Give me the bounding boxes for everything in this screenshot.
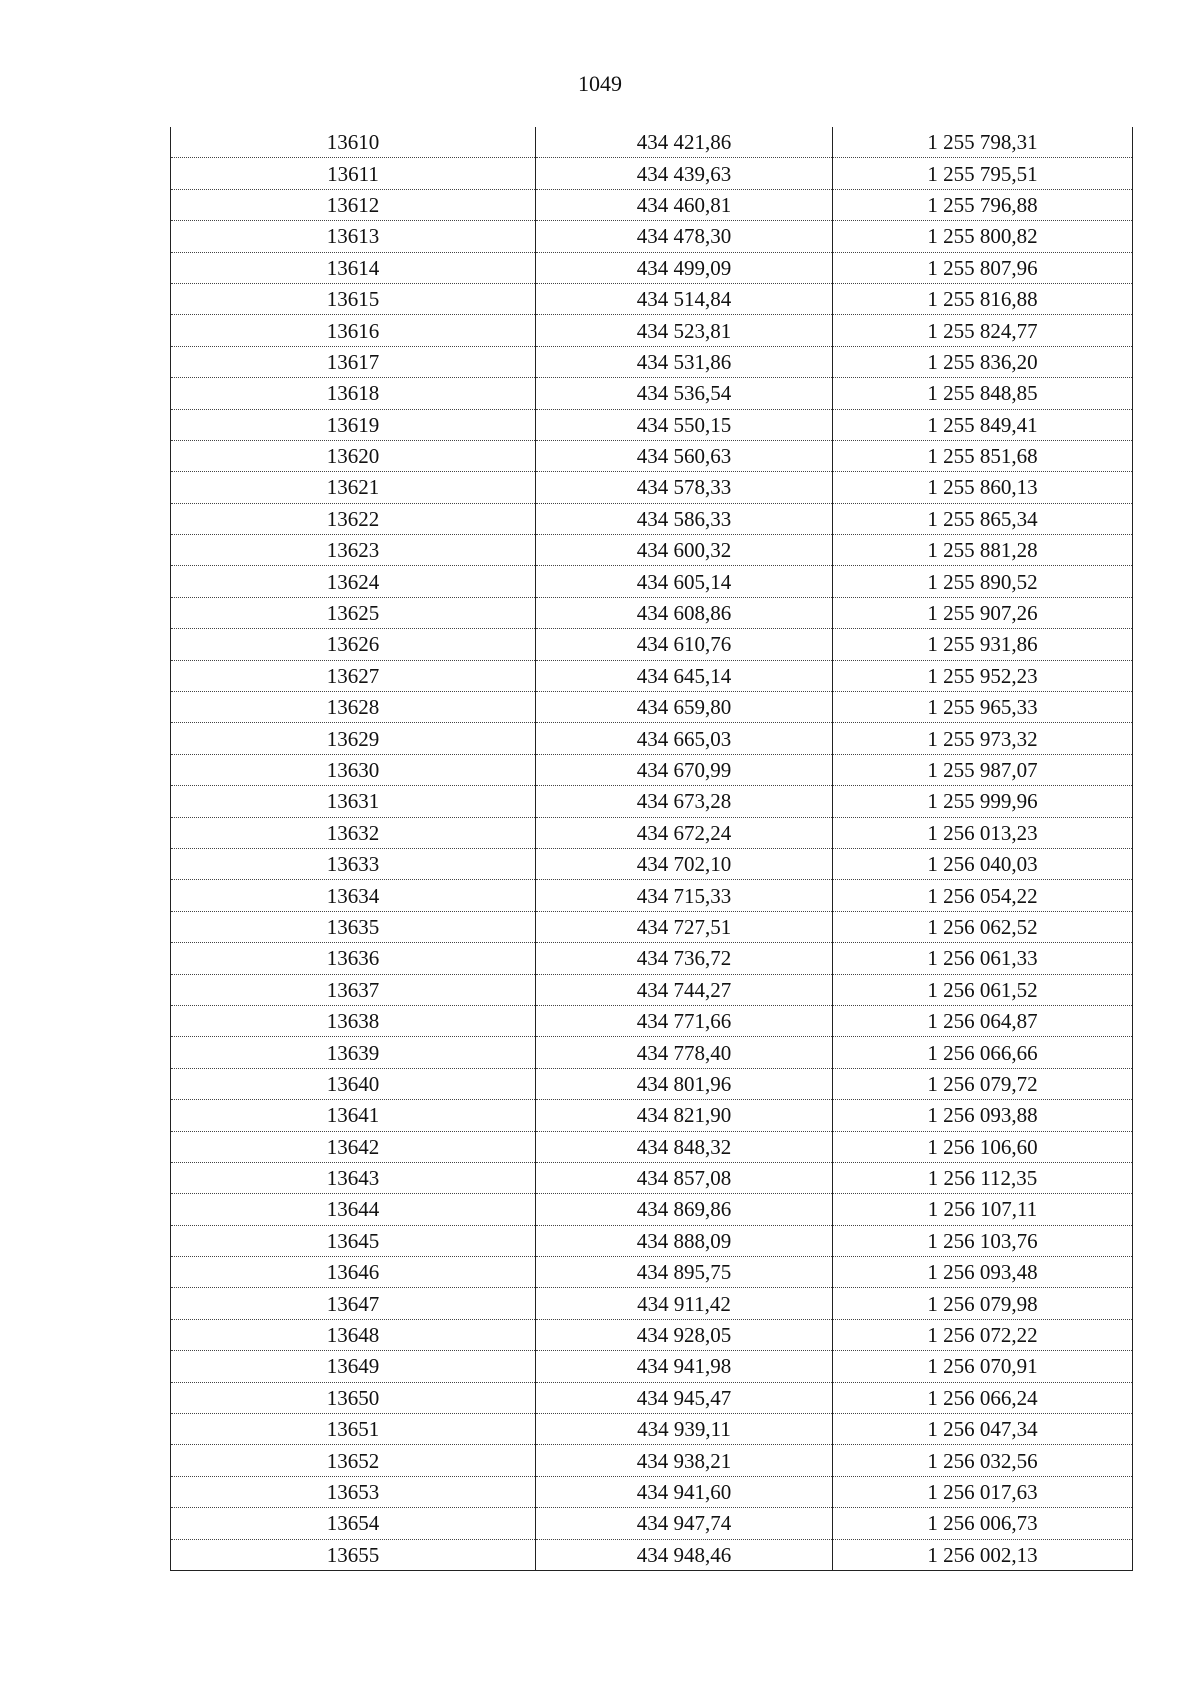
y-coordinate-cell: 1 255 798,31	[833, 127, 1133, 158]
point-number-cell: 13651	[171, 1414, 536, 1445]
table-row	[171, 283, 1133, 314]
point-number-cell: 13613	[171, 221, 536, 252]
x-coordinate-cell: 434 531,86	[536, 346, 833, 377]
x-coordinate-cell: 434 600,32	[536, 535, 833, 566]
table-row	[171, 127, 1133, 158]
table-row	[171, 943, 1133, 974]
point-number-cell: 13620	[171, 440, 536, 471]
point-number-cell: 13641	[171, 1100, 536, 1131]
table-row	[171, 315, 1133, 346]
table-row	[171, 723, 1133, 754]
x-coordinate-cell: 434 771,66	[536, 1005, 833, 1036]
x-coordinate-cell: 434 821,90	[536, 1100, 833, 1131]
table-row	[171, 1351, 1133, 1382]
y-coordinate-cell: 1 256 106,60	[833, 1131, 1133, 1162]
point-number-cell: 13625	[171, 597, 536, 628]
point-number-cell: 13648	[171, 1319, 536, 1350]
x-coordinate-cell: 434 499,09	[536, 252, 833, 283]
y-coordinate-cell: 1 256 064,87	[833, 1005, 1133, 1036]
y-coordinate-cell: 1 256 062,52	[833, 911, 1133, 942]
point-number-cell: 13628	[171, 692, 536, 723]
table-row	[171, 660, 1133, 691]
x-coordinate-cell: 434 586,33	[536, 503, 833, 534]
x-coordinate-cell: 434 550,15	[536, 409, 833, 440]
y-coordinate-cell: 1 256 047,34	[833, 1414, 1133, 1445]
table-row	[171, 848, 1133, 879]
x-coordinate-cell: 434 848,32	[536, 1131, 833, 1162]
table-row	[171, 817, 1133, 848]
x-coordinate-cell: 434 536,54	[536, 378, 833, 409]
x-coordinate-cell: 434 941,60	[536, 1476, 833, 1507]
point-number-cell: 13638	[171, 1005, 536, 1036]
y-coordinate-cell: 1 255 881,28	[833, 535, 1133, 566]
table-row	[171, 974, 1133, 1005]
table-row	[171, 1288, 1133, 1319]
table-row	[171, 1131, 1133, 1162]
page-number: 1049	[578, 71, 622, 96]
x-coordinate-cell: 434 727,51	[536, 911, 833, 942]
table-row	[171, 1162, 1133, 1193]
x-coordinate-cell: 434 610,76	[536, 629, 833, 660]
y-coordinate-cell: 1 255 795,51	[833, 158, 1133, 189]
point-number-cell: 13623	[171, 535, 536, 566]
point-number-cell: 13617	[171, 346, 536, 377]
point-number-cell: 13614	[171, 252, 536, 283]
table-row	[171, 409, 1133, 440]
point-number-cell: 13655	[171, 1539, 536, 1570]
point-number-cell: 13646	[171, 1257, 536, 1288]
y-coordinate-cell: 1 255 865,34	[833, 503, 1133, 534]
y-coordinate-cell: 1 255 851,68	[833, 440, 1133, 471]
y-coordinate-cell: 1 255 907,26	[833, 597, 1133, 628]
y-coordinate-cell: 1 256 061,52	[833, 974, 1133, 1005]
point-number-cell: 13643	[171, 1162, 536, 1193]
y-coordinate-cell: 1 255 987,07	[833, 754, 1133, 785]
table-row	[171, 1100, 1133, 1131]
y-coordinate-cell: 1 255 800,82	[833, 221, 1133, 252]
point-number-cell: 13647	[171, 1288, 536, 1319]
table-row	[171, 880, 1133, 911]
x-coordinate-cell: 434 608,86	[536, 597, 833, 628]
x-coordinate-cell: 434 911,42	[536, 1288, 833, 1319]
x-coordinate-cell: 434 523,81	[536, 315, 833, 346]
point-number-cell: 13618	[171, 378, 536, 409]
y-coordinate-cell: 1 256 103,76	[833, 1225, 1133, 1256]
point-number-cell: 13612	[171, 189, 536, 220]
y-coordinate-cell: 1 255 973,32	[833, 723, 1133, 754]
point-number-cell: 13635	[171, 911, 536, 942]
point-number-cell: 13650	[171, 1382, 536, 1413]
table-row	[171, 1068, 1133, 1099]
point-number-cell: 13611	[171, 158, 536, 189]
table-row	[171, 1382, 1133, 1413]
x-coordinate-cell: 434 439,63	[536, 158, 833, 189]
point-number-cell: 13624	[171, 566, 536, 597]
y-coordinate-cell: 1 255 931,86	[833, 629, 1133, 660]
point-number-cell: 13610	[171, 127, 536, 158]
y-coordinate-cell: 1 256 054,22	[833, 880, 1133, 911]
y-coordinate-cell: 1 256 061,33	[833, 943, 1133, 974]
table-row	[171, 1508, 1133, 1539]
y-coordinate-cell: 1 255 836,20	[833, 346, 1133, 377]
x-coordinate-cell: 434 801,96	[536, 1068, 833, 1099]
y-coordinate-cell: 1 256 013,23	[833, 817, 1133, 848]
y-coordinate-cell: 1 255 848,85	[833, 378, 1133, 409]
x-coordinate-cell: 434 857,08	[536, 1162, 833, 1193]
x-coordinate-cell: 434 478,30	[536, 221, 833, 252]
point-number-cell: 13622	[171, 503, 536, 534]
point-number-cell: 13632	[171, 817, 536, 848]
table-row	[171, 1225, 1133, 1256]
x-coordinate-cell: 434 939,11	[536, 1414, 833, 1445]
y-coordinate-cell: 1 255 890,52	[833, 566, 1133, 597]
y-coordinate-cell: 1 256 040,03	[833, 848, 1133, 879]
y-coordinate-cell: 1 256 032,56	[833, 1445, 1133, 1476]
table-row	[171, 535, 1133, 566]
y-coordinate-cell: 1 255 849,41	[833, 409, 1133, 440]
point-number-cell: 13649	[171, 1351, 536, 1382]
table-row	[171, 158, 1133, 189]
table-row	[171, 378, 1133, 409]
x-coordinate-cell: 434 672,24	[536, 817, 833, 848]
x-coordinate-cell: 434 670,99	[536, 754, 833, 785]
table-row	[171, 692, 1133, 723]
y-coordinate-cell: 1 255 816,88	[833, 283, 1133, 314]
x-coordinate-cell: 434 460,81	[536, 189, 833, 220]
y-coordinate-cell: 1 255 824,77	[833, 315, 1133, 346]
point-number-cell: 13633	[171, 848, 536, 879]
y-coordinate-cell: 1 256 093,88	[833, 1100, 1133, 1131]
y-coordinate-cell: 1 256 079,72	[833, 1068, 1133, 1099]
y-coordinate-cell: 1 256 072,22	[833, 1319, 1133, 1350]
y-coordinate-cell: 1 256 112,35	[833, 1162, 1133, 1193]
point-number-cell: 13640	[171, 1068, 536, 1099]
y-coordinate-cell: 1 255 999,96	[833, 786, 1133, 817]
point-number-cell: 13652	[171, 1445, 536, 1476]
table-row	[171, 440, 1133, 471]
table-row	[171, 1194, 1133, 1225]
point-number-cell: 13615	[171, 283, 536, 314]
x-coordinate-cell: 434 938,21	[536, 1445, 833, 1476]
x-coordinate-cell: 434 560,63	[536, 440, 833, 471]
x-coordinate-cell: 434 673,28	[536, 786, 833, 817]
y-coordinate-cell: 1 255 796,88	[833, 189, 1133, 220]
x-coordinate-cell: 434 928,05	[536, 1319, 833, 1350]
x-coordinate-cell: 434 947,74	[536, 1508, 833, 1539]
y-coordinate-cell: 1 256 107,11	[833, 1194, 1133, 1225]
x-coordinate-cell: 434 945,47	[536, 1382, 833, 1413]
y-coordinate-cell: 1 256 079,98	[833, 1288, 1133, 1319]
x-coordinate-cell: 434 645,14	[536, 660, 833, 691]
x-coordinate-cell: 434 869,86	[536, 1194, 833, 1225]
x-coordinate-cell: 434 888,09	[536, 1225, 833, 1256]
y-coordinate-cell: 1 256 066,24	[833, 1382, 1133, 1413]
table-row	[171, 346, 1133, 377]
table-row	[171, 1319, 1133, 1350]
x-coordinate-cell: 434 514,84	[536, 283, 833, 314]
table-row	[171, 252, 1133, 283]
x-coordinate-cell: 434 665,03	[536, 723, 833, 754]
table-row	[171, 786, 1133, 817]
y-coordinate-cell: 1 256 093,48	[833, 1257, 1133, 1288]
point-number-cell: 13645	[171, 1225, 536, 1256]
coordinates-table	[170, 127, 1133, 1571]
table-row	[171, 1414, 1133, 1445]
x-coordinate-cell: 434 605,14	[536, 566, 833, 597]
table-row	[171, 221, 1133, 252]
x-coordinate-cell: 434 578,33	[536, 472, 833, 503]
y-coordinate-cell: 1 256 066,66	[833, 1037, 1133, 1068]
y-coordinate-cell: 1 256 070,91	[833, 1351, 1133, 1382]
point-number-cell: 13644	[171, 1194, 536, 1225]
point-number-cell: 13626	[171, 629, 536, 660]
x-coordinate-cell: 434 715,33	[536, 880, 833, 911]
table-row	[171, 597, 1133, 628]
point-number-cell: 13639	[171, 1037, 536, 1068]
point-number-cell: 13631	[171, 786, 536, 817]
table-row	[171, 1005, 1133, 1036]
table-row	[171, 1445, 1133, 1476]
table-row	[171, 503, 1133, 534]
y-coordinate-cell: 1 255 860,13	[833, 472, 1133, 503]
table-row	[171, 911, 1133, 942]
y-coordinate-cell: 1 255 952,23	[833, 660, 1133, 691]
table-row	[171, 1539, 1133, 1570]
table-row	[171, 1476, 1133, 1507]
coordinates-table-body	[171, 127, 1133, 1570]
point-number-cell: 13642	[171, 1131, 536, 1162]
table-row	[171, 754, 1133, 785]
y-coordinate-cell: 1 255 807,96	[833, 252, 1133, 283]
y-coordinate-cell: 1 256 006,73	[833, 1508, 1133, 1539]
x-coordinate-cell: 434 659,80	[536, 692, 833, 723]
x-coordinate-cell: 434 421,86	[536, 127, 833, 158]
x-coordinate-cell: 434 895,75	[536, 1257, 833, 1288]
y-coordinate-cell: 1 255 965,33	[833, 692, 1133, 723]
point-number-cell: 13621	[171, 472, 536, 503]
table-row	[171, 1257, 1133, 1288]
table-row	[171, 629, 1133, 660]
point-number-cell: 13654	[171, 1508, 536, 1539]
table-row	[171, 189, 1133, 220]
point-number-cell: 13629	[171, 723, 536, 754]
point-number-cell: 13627	[171, 660, 536, 691]
point-number-cell: 13634	[171, 880, 536, 911]
table-row	[171, 472, 1133, 503]
x-coordinate-cell: 434 702,10	[536, 848, 833, 879]
x-coordinate-cell: 434 948,46	[536, 1539, 833, 1570]
x-coordinate-cell: 434 736,72	[536, 943, 833, 974]
point-number-cell: 13619	[171, 409, 536, 440]
point-number-cell: 13637	[171, 974, 536, 1005]
table-row	[171, 1037, 1133, 1068]
x-coordinate-cell: 434 941,98	[536, 1351, 833, 1382]
point-number-cell: 13653	[171, 1476, 536, 1507]
y-coordinate-cell: 1 256 017,63	[833, 1476, 1133, 1507]
table-row	[171, 566, 1133, 597]
point-number-cell: 13616	[171, 315, 536, 346]
x-coordinate-cell: 434 744,27	[536, 974, 833, 1005]
point-number-cell: 13636	[171, 943, 536, 974]
y-coordinate-cell: 1 256 002,13	[833, 1539, 1133, 1570]
x-coordinate-cell: 434 778,40	[536, 1037, 833, 1068]
point-number-cell: 13630	[171, 754, 536, 785]
